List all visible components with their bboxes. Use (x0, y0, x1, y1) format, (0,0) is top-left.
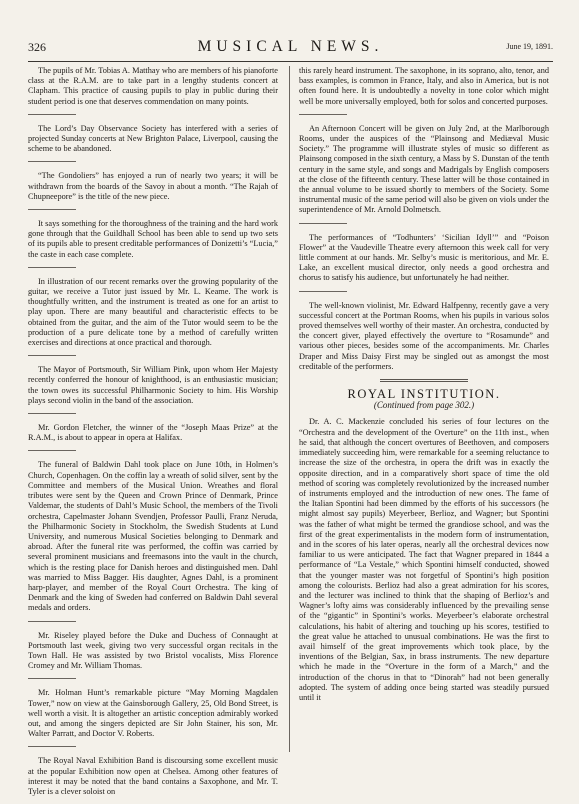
paragraph-vaudeville-theatre: The performances of “Todhunters’ ‘Sicilian Idyll’” and “Poison Flower” at the Vaudeville Theatre every afternoon this week call for very little comment at our hands. Mr. Selby’s music is meritorious, and Mr. E. Lake, an excellent musical director, only needs a good orchestra and chorus to satisfy his audience, but unfortunately he had neither. (299, 232, 549, 283)
left-column (28, 66, 278, 804)
separator (28, 413, 76, 414)
paragraph-saxophone-continued: this rarely heard instrument. The saxophone, in its soprano, alto, tenor, and bass examples, is common in France, Italy, and also in America, but is not often found here. It is undoubtedly a novelty in tone color which might well be more universally employed, both for solos and concerted purposes. (299, 66, 549, 106)
paragraph-guildhall-school: It says something for the thoroughness of the training and the hard work gone through that the Guildhall School has been able to send up two sets of its pupils able to present creditable performances of Donizetti’s “Lucia,” the caste in each case complete. (28, 219, 278, 259)
separator (28, 746, 76, 747)
paragraph-baldwin-dahl-funeral: The funeral of Baldwin Dahl took place on June 10th, in Holmen’s Church, Copenhagen. On the coffin lay a wreath of solid silver, sent by the Committee and members of the Musical Union. Wreathes and floral tributes were sent by the Queen and Crown Prince of Denmark, Prince Valdemar, the students of Dahl’s Music School, the members of the Tivoli orchestra, Capelmaster Johann Svendjen, Professor Paulli, Franz Neruda, the Philharmonic Society in Stockholm, the Swedish Students at Lund University, and numerous Musical Societies belonging to Denmark and abroad. After the funeral rite was performed, the coffin was carried by several prominent musicians and freemasons into the vault in the church, which is the resting place for Danish heroes and distinguished men. Dahl was married to Miss Bagger. His daughter, Agnes Dahl, is a prominent harp-player, and member of the Royal Court Orchestra. The king of Denmark and the king of Sweden had conferred on Baldwin Dahl several medals and orders. (28, 460, 278, 613)
paragraph-lords-day-society: The Lord’s Day Observance Society has interfered with a series of projected Sunday concerts at New Brighton Palace, Liverpool, causing the scheme to be abandoned. (28, 123, 278, 154)
separator (28, 161, 76, 162)
paragraph-holman-hunt: Mr. Holman Hunt’s remarkable picture “May Morning Magdalen Tower,” now on view at the Gainsborough Gallery, 25, Old Bond Street, is well worth a visit. It is altogether an artistic conception admirably worked out, and among the singers depicted are Sir John Stainer, his son, Mr. Walter Parratt, and Doctor V. Roberts. (28, 688, 278, 739)
separator (299, 291, 347, 292)
paragraph-halfpenny-concert: The well-known violinist, Mr. Edward Halfpenny, recently gave a very successful concert at the Portman Rooms, when his pupils in various solos proved themselves well worthy of their master. An orchestra, conducted by the concert giver, played effectively the overture to “Rosamunde” and various other pieces, besides some of the accompaniments. Mr. Charles Draper and Miss Daisy First may be singled out as amongst the most creditable of the performers. (299, 300, 549, 371)
separator (28, 621, 76, 622)
paragraph-matthay-pupils: The pupils of Mr. Tobias A. Matthay who are members of his pianoforte class at the R.A.M. are to take part in a lengthy students concert at Clapham. This practice of causing pupils to play in public during their student period is one that deserves commendation on many points. (28, 66, 278, 106)
paragraph-riseley-recitals: Mr. Riseley played before the Duke and Duchess of Connaught at Portsmouth last week, giving two very successful organ recitals in the Town Hall. He was assisted by two Bristol vocalists, Miss Florence Cromey and Mr. William Thomas. (28, 630, 278, 671)
issue-date: June 19, 1891. (506, 42, 553, 51)
page-header (28, 38, 553, 58)
separator (28, 678, 76, 679)
paragraph-gordon-fletcher: Mr. Gordon Fletcher, the winner of the “Joseph Maas Prize” at the R.A.M., is about to appear in opera at Halifax. (28, 423, 278, 443)
section-heading: ROYAL INSTITUTION. (347, 387, 501, 402)
header-rule (28, 61, 553, 62)
page-number: 326 (28, 40, 46, 54)
section-separator (380, 379, 468, 382)
separator (28, 209, 76, 210)
paragraph-guitar-tutor: In illustration of our recent remarks over the growing popularity of the guitar, we receive a Tutor just issued by Mr. L. Keame. The work is thoughtfully written, and the instrument is treated as one for an artist to play upon. There are many beautiful and characteristic effects to be obtained from the guitar, and the aim of the Tutor would seem to be the production of a pure delicate tone by a method of carefully written exercises and directions at once practical and thorough. (28, 276, 278, 348)
paragraph-gondoliers: “The Gondoliers” has enjoyed a run of nearly two years; it will be withdrawn from the boards of the Savoy in about a month. “The Rajah of Chupneepore” is the title of the new piece. (28, 171, 278, 201)
paragraph-afternoon-concert: An Afternoon Concert will be given on July 2nd, at the Marlborough Rooms, under the auspices of the “Plainsong and Mediæval Music Society.” The programme will illustrate styles of music so different as Plainsong composed in the sixth century, a Mass by S. Dunstan of the tenth century in the same style, and songs and Madrigals by English composers at the close of the fifteenth century. These latter will be those contained in the annual volume to be issued shortly to members of the Society. Some instrumental music of the same period will also be given on viols under the superintendence of Mr. Arnold Dolmetsch. (299, 123, 549, 215)
right-column (299, 66, 549, 710)
separator (299, 223, 347, 224)
separator (28, 450, 76, 451)
paragraph-royal-institution-lecture: Dr. A. C. Mackenzie concluded his series of four lectures on the “Orchestra and the development of the Overture” on the 11th inst., when he said, that although the concert overtures of Beethoven, and composers immediately succeeding him, were remarkable for a seeming reluctance to increase the size of the orchestra, in opera the drift was in exactly the opposite direction, and in a comparatively short space of time the old method of scoring was completely revolutionized by the increased number of instruments employed and the introduction of new ones. The fame of the Italian Spontini had been dimmed by the efforts of his successors (he might almost say pupils) Meyerbeer, Berlioz, and Wagner; but Spontini was the father of what might be termed the grandiose school, and was the first of the great experimentalists in the modern form of instrumentation, and in the scores of his later operas, nearly all the orchestral devices now familiar to us were anticipated. The fact that Wagner prepared in 1844 a performance of “La Vestale,” which Spontini himself conducted, showed that the younger master was not forgetful of Spontini’s high position among the colourists. Berlioz had also a great admiration for his scores, and the lecturer was inclined to think that the shaping of Berlioz’s and Wagner’s lofty aims was considerably influenced by the prevailing sense of the “gigantic” in Spontini’s works. Meyerbeer’s elaborate orchestral calculations, his habit of altering and touching up his scores, testified to the great value he attached to unusual combinations. He was the first to avail himself of the great improvements which took place, by the inventions of the Belgian, Sax, in brass instruments. The new departure which he made in the “Overture in the form of a March,” and the introduction of the chorus in that to “Dinorah” had not been generally adopted. The system of adding once being started was steadily pursued until it (299, 417, 549, 702)
column-divider (289, 66, 290, 752)
separator (299, 114, 347, 115)
masthead-title: MUSICAL NEWS. (197, 38, 384, 55)
separator (28, 267, 76, 268)
section-subheading: (Continued from page 302.) (373, 400, 475, 411)
paragraph-mayor-portsmouth: The Mayor of Portsmouth, Sir William Pink, upon whom Her Majesty recently conferred the honour of knighthood, is an enthusiastic musician; the town owes its successful Philharmonic Society to him. His Worship plays second violin in the band of the association. (28, 365, 278, 405)
separator (28, 355, 76, 356)
paragraph-naval-exhibition-band: The Royal Naval Exhibition Band is discoursing some excellent music at the popular Exhibition now open at Chelsea. Among other features of interest it may be noted that the band contains a Saxophone, and Mr. T. Tyler is a clever soloist on (28, 756, 278, 796)
separator (28, 114, 76, 115)
